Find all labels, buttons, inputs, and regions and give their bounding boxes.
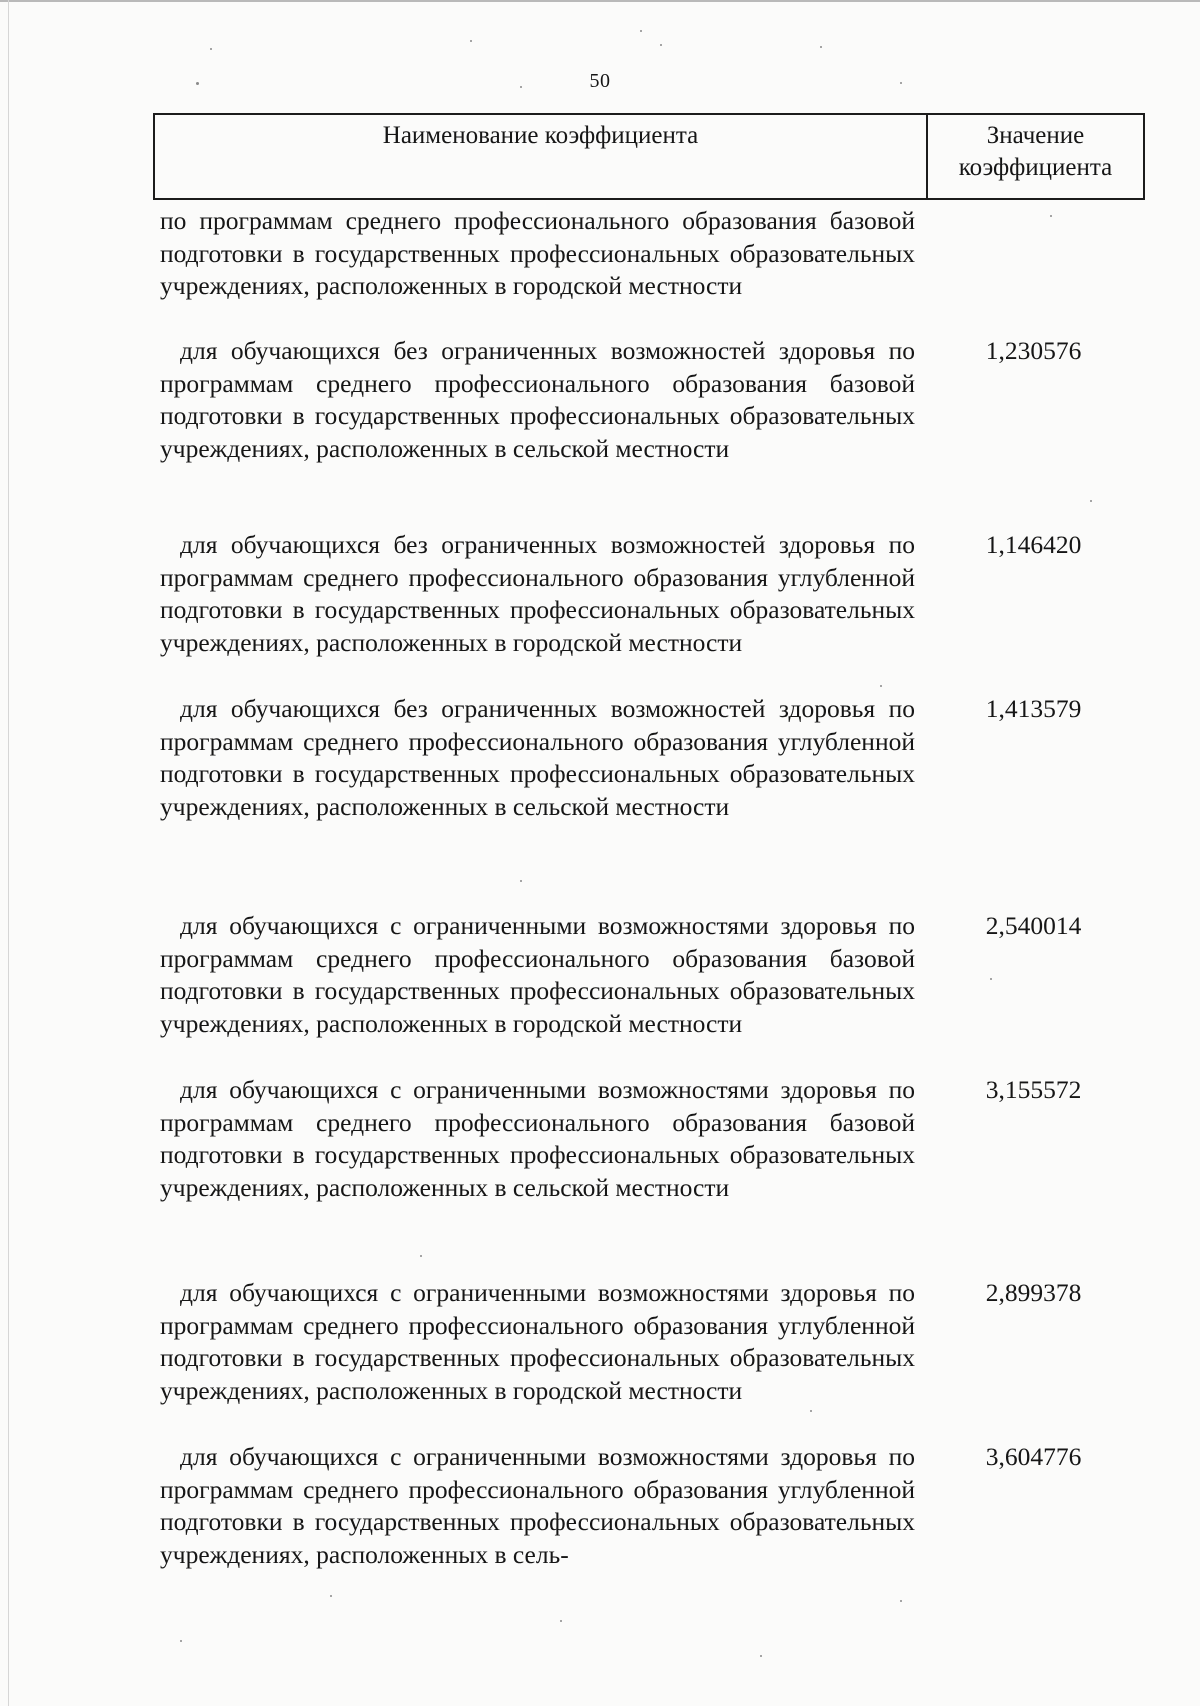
- scan-speck: [900, 82, 902, 84]
- page-number: 50: [589, 70, 611, 92]
- scan-speck: [1050, 215, 1052, 217]
- coefficient-description: для обучающихся без ограниченных возможностей здоровья по программам среднего профессионального образования базовой подготовки в государственных профессиональных образовательных учреждениях, расположенных в сельской местности: [160, 336, 915, 463]
- coefficient-value: 3,604776: [985, 1442, 1082, 1471]
- coefficient-value: 3,155572: [985, 1075, 1082, 1104]
- header-coefficient-name: Наименование коэффициента: [155, 115, 928, 198]
- coefficient-value: 2,899378: [985, 1278, 1082, 1307]
- scan-speck: [420, 1255, 422, 1257]
- coefficient-description: для обучающихся с ограниченными возможностями здоровья по программам среднего профессионального образования базовой подготовки в государственных профессиональных образовательных учреждениях, расположенных в сельской местности: [160, 1075, 915, 1202]
- coefficient-description: для обучающихся с ограниченными возможностями здоровья по программам среднего профессионального образования углубленной подготовки в государственных профессиональных образовательных учреждениях, расположенных в сель-: [160, 1442, 915, 1569]
- scan-speck: [330, 1595, 332, 1597]
- scan-speck: [640, 30, 642, 32]
- coefficient-description: для обучающихся без ограниченных возможностей здоровья по программам среднего профессионального образования углубленной подготовки в государственных профессиональных образовательных учреждениях, расположенных в сельской местности: [160, 694, 915, 821]
- scan-speck: [760, 1655, 762, 1657]
- scan-speck: [180, 1640, 182, 1642]
- coefficient-value: 1,146420: [985, 530, 1082, 559]
- scan-speck: [560, 1620, 562, 1622]
- scan-edge-left: [8, 0, 9, 1706]
- coefficient-value: 2,540014: [985, 911, 1082, 940]
- scan-speck: [520, 880, 522, 882]
- scan-speck: [880, 685, 882, 687]
- table-header: [153, 113, 1145, 200]
- coefficient-value: 1,413579: [985, 694, 1082, 723]
- scan-edge-top: [0, 0, 1200, 2]
- scan-speck: [810, 1410, 812, 1412]
- scan-speck: [820, 46, 822, 48]
- coefficient-description: для обучающихся с ограниченными возможностями здоровья по программам среднего профессионального образования базовой подготовки в государственных профессиональных образовательных учреждениях, расположенных в городской местности: [160, 911, 915, 1038]
- coefficient-table: [153, 113, 1145, 1569]
- scan-speck: [1090, 500, 1092, 502]
- scan-speck: [990, 978, 992, 980]
- scan-speck: [470, 40, 472, 42]
- coefficient-description: для обучающихся без ограниченных возможностей здоровья по программам среднего профессионального образования углубленной подготовки в государственных профессиональных образовательных учреждениях, расположенных в городской местности: [160, 530, 915, 657]
- coefficient-description: по программам среднего профессионального образования базовой подготовки в государственных профессиональных образовательных учреждениях, расположенных в городской местности: [160, 206, 915, 300]
- scan-speck: [196, 82, 199, 85]
- header-coefficient-value: Значение коэффициента: [958, 122, 1113, 181]
- coefficient-value: 1,230576: [985, 336, 1082, 365]
- scan-speck: [660, 44, 662, 46]
- coefficient-description: для обучающихся с ограниченными возможностями здоровья по программам среднего профессионального образования углубленной подготовки в государственных профессиональных образовательных учреждениях, расположенных в городской местности: [160, 1278, 915, 1405]
- scan-speck: [210, 48, 212, 50]
- scan-speck: [520, 86, 522, 88]
- scan-speck: [900, 1600, 902, 1602]
